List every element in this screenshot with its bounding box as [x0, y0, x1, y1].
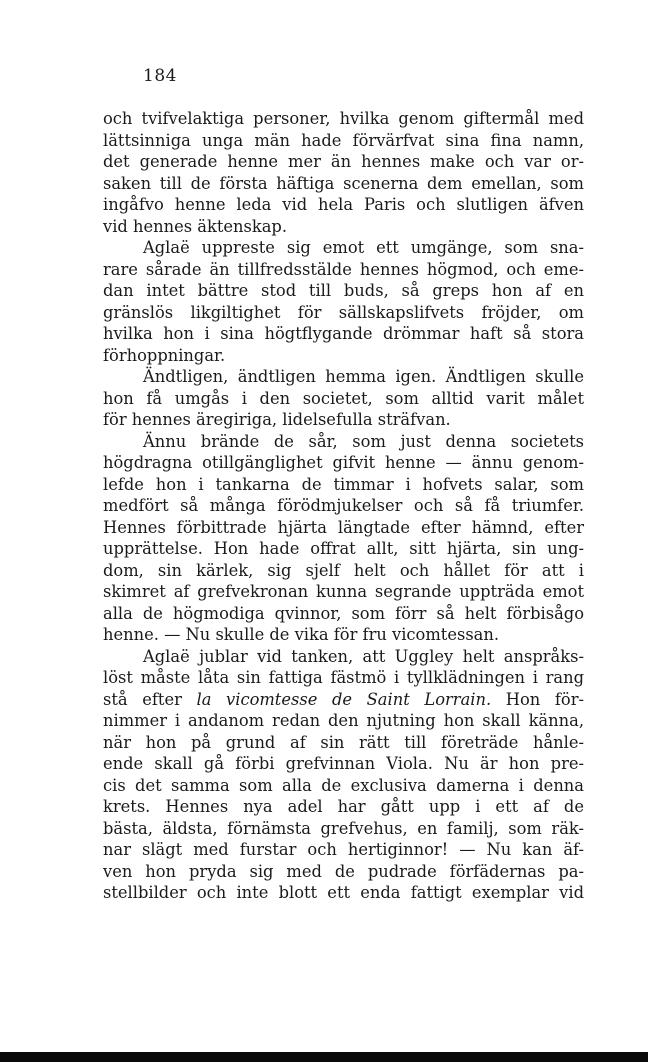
text-line: medfört så många förödmjukelser och så få triumfer.	[103, 496, 584, 515]
scan-border	[0, 1052, 648, 1062]
text-line: Ändtligen, ändtligen hemma igen. Ändtligen skulle	[143, 367, 584, 386]
text-line: nar slägt med furstar och hertiginnor! — Nu kan äf-	[103, 840, 584, 859]
text-line: henne. — Nu skulle de vika för fru vicomtessan.	[103, 625, 500, 644]
text-line: ven hon pryda sig med de pudrade förfädernas pa-	[103, 861, 584, 881]
text-line-mixed	[103, 689, 584, 711]
text-line: hvilka hon i sina högtflygande drömmar haft så stora	[103, 324, 584, 343]
text-line: krets. Hennes nya adel har gått upp i ett af de	[103, 797, 584, 816]
text-line: skimret af grefvekronan kunna segrande uppträda emot	[103, 582, 584, 601]
text-line: lefde hon i tankarna de timmar i hofvets salar, som	[103, 474, 584, 494]
text-line: saken till de första häftiga scenerna dem emellan, som	[103, 173, 584, 193]
text-line: Hennes förbittrade hjärta längtade efter hämnd, efter	[103, 517, 584, 537]
text-line: Aglaë uppreste sig emot ett umgänge, som sna-	[143, 238, 584, 257]
text-line: hon få umgås i den societet, som alltid varit målet	[103, 388, 584, 408]
text-line: alla de högmodiga qvinnor, som förr så helt förbisågo	[103, 603, 584, 623]
text-line: dom, sin kärlek, sig sjelf helt och hållet för att i	[103, 560, 584, 580]
text-line: gränslös likgiltighet för sällskapslifvets fröjder, om	[103, 302, 584, 322]
text-segment: stå efter	[103, 689, 197, 709]
italic-title: la vicomtesse de Saint Lorrain.	[196, 689, 492, 709]
text-line: stellbilder och inte blott ett enda fattigt exemplar vid	[103, 883, 584, 902]
text-line: löst måste låta sin fattiga fästmö i tyllklädningen i rang	[103, 668, 584, 687]
text-line: rare sårade än tillfredsstälde hennes högmod, och eme-	[103, 259, 584, 279]
text-line: lättsinniga unga män hade förvärfvat sina fina namn,	[103, 130, 584, 150]
text-line: Aglaë jublar vid tanken, att Uggley helt anspråks-	[143, 646, 584, 666]
text-line: bästa, äldsta, förnämsta grefvehus, en familj, som räk-	[103, 818, 584, 838]
body-text	[103, 108, 584, 904]
text-line: för hennes äregiriga, lidelsefulla sträfvan.	[103, 410, 451, 429]
text-line: cis det samma som alla de exclusiva damerna i denna	[103, 775, 584, 795]
text-line: det generade henne mer än hennes make och var or-	[103, 152, 584, 171]
text-line: Ännu brände de sår, som just denna societets	[143, 431, 584, 451]
text-line: dan intet bättre stod till buds, så greps hon af en	[103, 281, 584, 300]
text-line: nimmer i andanom redan den njutning hon skall känna,	[103, 711, 584, 730]
text-line: förhoppningar.	[103, 345, 226, 365]
page-number: 184	[143, 66, 177, 86]
text-line: och tvifvelaktiga personer, hvilka genom giftermål med	[103, 109, 584, 128]
text-line: ingåfvo henne leda vid hela Paris och slutligen äfven	[103, 195, 584, 214]
text-line: ende skall gå förbi grefvinnan Viola. Nu är hon pre-	[103, 754, 584, 773]
text-line: upprättelse. Hon hade offrat allt, sitt hjärta, sin ung-	[103, 539, 584, 558]
text-segment: Hon för-	[491, 689, 585, 709]
text-line: när hon på grund af sin rätt till företräde hånle-	[103, 732, 584, 752]
text-line: högdragna otillgänglighet gifvit henne — ännu genom-	[103, 453, 584, 472]
text-line: vid hennes äktenskap.	[103, 216, 288, 236]
